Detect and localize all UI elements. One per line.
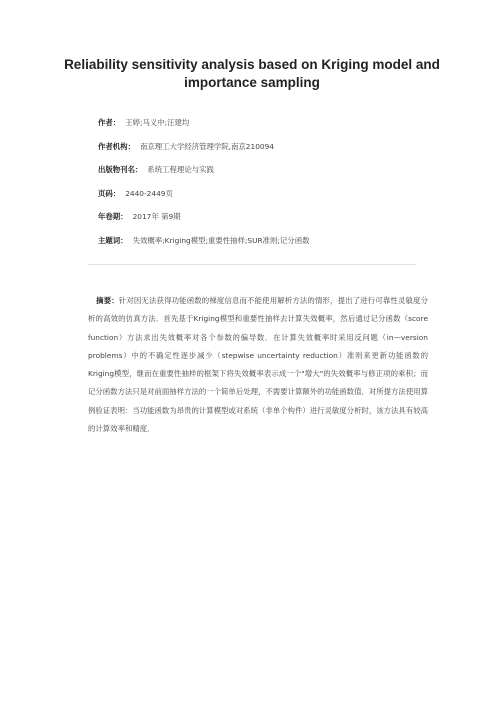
meta-pages [98, 189, 438, 198]
meta-authors [98, 118, 438, 127]
meta-journal-label: 出版物刊名： [98, 165, 143, 175]
meta-keywords [98, 236, 438, 245]
meta-keywords-value: 失效概率;Kriging模型;重要性抽样;SUR准则;记分函数 [132, 235, 310, 245]
meta-affiliation-label: 作者机构： [98, 141, 135, 151]
meta-year-issue [98, 212, 438, 221]
meta-pages-label: 页码： [98, 188, 121, 198]
meta-keywords-label: 主题词： [98, 235, 128, 245]
meta-pages-value: 2440-2449页 [125, 188, 173, 198]
meta-journal-value: 系统工程理论与实践 [147, 165, 214, 175]
meta-journal [98, 165, 438, 174]
abstract-label: 摘要： [96, 296, 119, 305]
abstract-paragraph [88, 292, 428, 438]
meta-affiliation [98, 142, 438, 151]
meta-affiliation-value: 南京理工大学经济管理学院,南京210094 [139, 141, 275, 151]
meta-authors-label: 作者： [98, 118, 121, 127]
meta-year-issue-value: 2017年 第9期 [132, 212, 181, 222]
meta-year-issue-label: 年卷期： [98, 212, 128, 222]
page-title: Reliability sensitivity analysis based on Kriging model and importance sampling [64, 57, 440, 90]
meta-authors-value: 王婷;马义中;汪建均 [125, 118, 190, 127]
section-divider [88, 264, 416, 265]
abstract-text: 针对因无法获得功能函数的梯度信息而不能使用解析方法的情形，提出了进行可靠性灵敏度分析的高效的仿真方法．首先基于Kriging模型和重要性抽样去计算失效概率，然后通过记分函数（score function）方法求出失效概率对各个参数的偏导数．在计算失效概率时采用反问题（in—version problems）中的不确定性逐步减少（stepwise uncertainty reduction）准则来更新功能函数的Kriging模型，继而在重要性抽样的框架下将失效概率表示成一个"增大"的失效概率与修正项的乘积；而记分函数方法只是对前面抽样方法的一个简单后处理，不需要计算额外的功能函数值．对所提方法使用算例验证表明：当功能函数为昂贵的计算模型或对系统（非单个构件）进行灵敏度分析时，该方法具有较高的计算效率和精度． [88, 296, 428, 434]
article-metadata [98, 118, 438, 260]
